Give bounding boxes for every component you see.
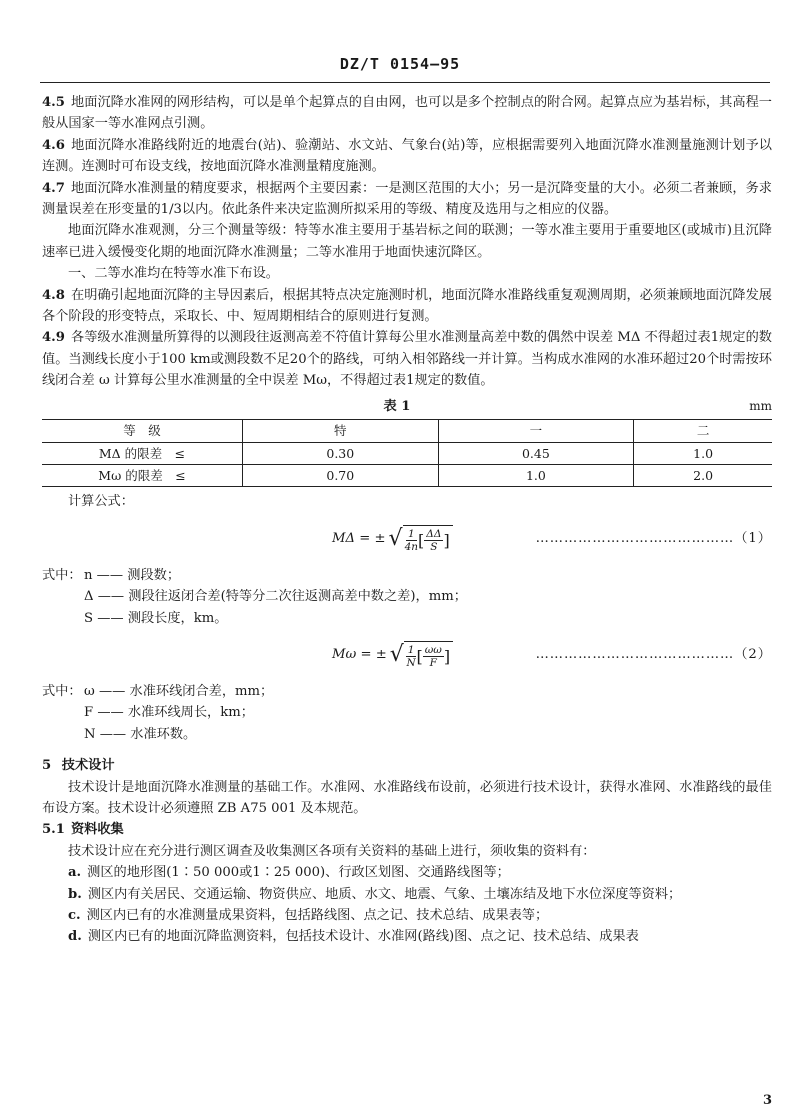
fraction [405, 528, 418, 553]
list-item [42, 926, 772, 947]
equation-number: ……………………………………（1） [535, 531, 772, 547]
table-cell: 2.0 [634, 464, 772, 486]
section-5-text: 技术设计是地面沉降水准测量的基础工作。水准网、水准路线布设前，必须进行技术设计，获得水准网、水准路线的最佳布设方案。技术设计必须遵照 ZB A75 001 及本规范。 [42, 779, 772, 816]
list-item [42, 884, 772, 905]
formula-2-expression [332, 641, 453, 669]
table-row [42, 464, 772, 486]
list-marker: d. [68, 929, 82, 945]
header-rule [40, 82, 770, 83]
formula-1-legend [42, 565, 772, 629]
legend-item: S —— 测段长度，km。 [84, 610, 228, 626]
list-item [42, 905, 772, 926]
precision-table [42, 419, 772, 487]
clause-text: 地面沉降水准路线附近的地震台(站)、验潮站、水文站、气象台(站)等，应根据需要列入地面沉降水准测量施测计划予以连测。连测时可布设支线，按地面沉降水准测量精度施测。 [42, 137, 772, 175]
standard-code-header: DZ/T 0154—95 [339, 55, 461, 73]
legend-row [42, 565, 772, 586]
clause-text: 各等级水准测量所算得的以测段往返测高差不符值计算每公里水准测量高差中数的偶然中误差 MΔ 不得超过表1规定的数值。当测线长度小于100 km或测段数不足20个的路线，可纳入相邻路线一并计算。当构成水准网的水准环超过20个时需按环线闭合差 ω 计算每公里水准测量的全中误差 Mω，不得超过表1规定的数值。 [42, 330, 772, 389]
formula-1 [42, 517, 772, 561]
list-marker: b. [68, 886, 82, 902]
table-cell: 0.70 [243, 464, 439, 486]
section-title: 技术设计 [61, 758, 115, 774]
clause-4-7-levels: 地面沉降水准观测，分三个测量等级：特等水准主要用于基岩标之间的联测；一等水准主要用于重要地区(或城市)且沉降速率已进入缓慢变化期的地面沉降水准测量；二等水准用于地面快速沉降区。 [42, 223, 772, 260]
formula-lhs: MΔ [332, 531, 356, 547]
legend-lead: 式中： [42, 683, 82, 699]
clause-number: 4.7 [42, 180, 65, 196]
table-header-row [42, 420, 772, 442]
clause-text: 在明确引起地面沉降的主导因素后，根据其特点决定施测时机，地面沉降水准路线重复观测周期，必须兼顾地面沉降发展各个阶段的形变特点，采取长、中、短周期相结合的原则进行复测。 [42, 287, 772, 325]
clause-text: 地面沉降水准网的网形结构，可以是单个起算点的自由网，也可以是多个控制点的附合网。起算点应为基岩标，其高程一般从国家一等水准网点引测。 [42, 95, 772, 132]
list-item [42, 862, 772, 883]
formula-equals: = ± [359, 531, 386, 547]
clause-number: 4.6 [42, 137, 65, 153]
legend-item: F —— 水准环线周长，km； [84, 705, 254, 721]
fraction [406, 644, 417, 669]
legend-row [42, 681, 772, 702]
list-text: 测区内已有的水准测量成果资料，包括路线图、点之记、技术总结、成果表等； [86, 908, 549, 923]
formula-2 [42, 633, 772, 677]
table-cell: 1.0 [634, 442, 772, 464]
section-5-heading [42, 755, 772, 776]
sqrt-symbol: √ $\frac{1}{N}$ [ $\frac{\omega\omega}{F}$ ] [390, 641, 453, 669]
clause-4-5 [42, 92, 772, 135]
page-number: 3 [762, 1093, 772, 1108]
formula-lhs: Mω [332, 647, 357, 663]
fraction [423, 644, 444, 669]
body-content [42, 92, 772, 948]
fraction-numerator: ωω [424, 643, 442, 656]
clause-4-9 [42, 327, 772, 391]
fraction [424, 528, 443, 553]
list-marker: c. [68, 908, 81, 923]
clause-number: 4.5 [42, 95, 65, 110]
clause-text: 地面沉降水准测量的精度要求，根据两个主要因素：一是测区范围的大小；另一是沉降变量的大小。必须二者兼顾，务求测量误差在形变量的1/3以内。依此条件来决定监测所拟采用的等级、精度及选用与之相应的仪器。 [42, 180, 772, 218]
section-5-1-heading [42, 819, 772, 840]
clause-4-8 [42, 285, 772, 328]
fraction-numerator: ΔΔ [426, 527, 442, 540]
table-cell: Mω 的限差 ≤ [42, 464, 243, 486]
table-cell: MΔ 的限差 ≤ [42, 442, 243, 464]
list-text: 测区内有关居民、交通运输、物资供应、地质、水文、地震、气象、土壤冻结及地下水位深度等资料； [87, 886, 682, 902]
table-unit: mm [749, 398, 772, 413]
formula-1-expression [332, 525, 453, 553]
table-cell: 0.30 [243, 442, 439, 464]
list-text: 测区内已有的地面沉降监测资料，包括技术设计、水准网(路线)图、点之记、技术总结、成果表 [87, 929, 639, 945]
fraction-denominator: F [429, 656, 437, 669]
table-header-cell: 二 [634, 420, 772, 442]
clause-4-7-note: 一、二等水准均在特等水准下布设。 [68, 266, 279, 282]
fraction-denominator: S [430, 540, 438, 553]
table-header-cell: 等 级 [42, 420, 243, 442]
clause-number: 4.8 [42, 287, 65, 303]
sqrt-symbol: √ $\frac{1}{4n}$ [ $\frac{\Delta\Delta}{S}$ ] [389, 525, 453, 553]
legend-item: n —— 测段数； [84, 567, 181, 583]
clause-4-7 [42, 178, 772, 221]
legend-item: N —— 水准环数。 [84, 726, 197, 742]
list-text: 测区的地形图(1∶50 000或1∶25 000)、行政区划图、交通路线图等； [87, 865, 510, 881]
table-header-cell: 一 [438, 420, 634, 442]
table-cell: 1.0 [438, 464, 634, 486]
formula-label: 计算公式： [68, 494, 134, 510]
formula-2-legend [42, 681, 772, 745]
section-number: 5 [42, 758, 52, 774]
fraction-numerator: 1 [407, 643, 415, 656]
fraction-numerator: 1 [407, 527, 415, 540]
fraction-denominator: N [406, 656, 416, 669]
section-number: 5.1 [42, 822, 65, 838]
table-header-cell: 特 [243, 420, 439, 442]
table-caption [42, 396, 772, 417]
section-5-1-text: 技术设计应在充分进行测区调查及收集测区各项有关资料的基础上进行，须收集的资料有： [68, 843, 596, 859]
clause-number: 4.9 [42, 330, 65, 346]
section-title: 资料收集 [70, 822, 124, 838]
legend-item: ω —— 水准环线闭合差，mm； [84, 683, 274, 699]
formula-equals: = ± [360, 647, 387, 663]
table-row [42, 442, 772, 464]
list-marker: a. [68, 865, 82, 881]
table-title: 表 1 [383, 398, 411, 414]
fraction-denominator: 4n [404, 540, 419, 553]
clause-4-6 [42, 135, 772, 178]
table-cell: 0.45 [438, 442, 634, 464]
legend-lead: 式中： [42, 567, 82, 583]
legend-item: Δ —— 测段往返闭合差(特等分二次往返测高差中数之差)，mm； [84, 589, 467, 605]
equation-number: ……………………………………（2） [535, 647, 772, 663]
